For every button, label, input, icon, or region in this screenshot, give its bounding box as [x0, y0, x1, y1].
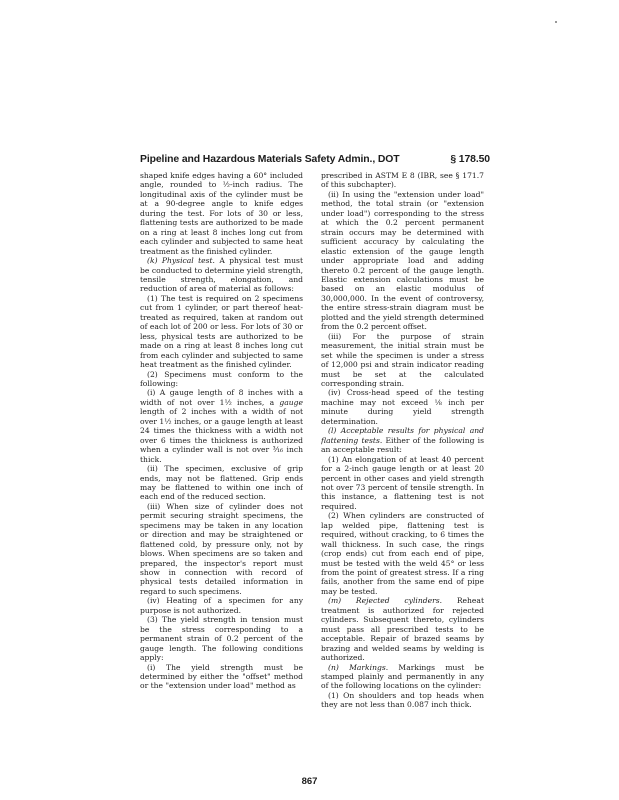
- paragraph: (1) On shoulders and top heads when they are not less than 0.087 inch thick.: [321, 690, 484, 710]
- paragraph-heading: (m) Rejected cylinders.: [328, 596, 443, 606]
- paragraph: (3) The yield strength in tension must be the stress corresponding to a permanent strain of 0.2 percent of the gauge length. The following conditions apply:: [140, 615, 303, 663]
- paragraph: (i) The yield strength must be determined by either the "offset" method or the "extension under load" method as: [140, 662, 303, 691]
- right-column: [321, 171, 484, 754]
- paragraph: (1) The test is required on 2 specimens cut from 1 cylinder, or part thereof heat-treated as required, taken at random out of each lot of 200 or less. For lots of 30 or less, physical tests are authorized to be made on a ring at least 8 inches long cut from each cylinder and subjected to same heat treatment as the finished cylinder.: [140, 293, 303, 370]
- paragraph: [321, 426, 484, 454]
- paragraph: [321, 596, 484, 662]
- paragraph: [321, 663, 484, 691]
- paragraph-text: A physical test must be conducted to determine yield strength, tensile strength, elongation, and reduction of area of material as follows:: [140, 256, 303, 294]
- paragraph: [140, 388, 303, 464]
- paragraph: (iii) When size of cylinder does not permit securing straight specimens, the specimens may be taken in any location or direction and may be straightened or flattened cold, by pressure only, not by blows. When specimens are so taken and prepared, the inspector's report must show in connection with record of physical tests detailed information in regard to such specimens.: [140, 501, 303, 596]
- header-title: Pipeline and Hazardous Materials Safety Admin., DOT: [140, 154, 400, 165]
- paragraph-text: length of 2 inches with a width of not over 1½ inches, or a gauge length at least 24 times the thickness with a width not over 6 times the thickness is authorized when a cylinder wall is not over ³⁄₁₆ inch thick.: [140, 407, 303, 464]
- paragraph-text: Reheat treatment is authorized for rejected cylinders. Subsequent thereto, cylinders must pass all prescribed tests to be acceptable. Repair of brazed seams by brazing and welded seams by welding is authorized.: [321, 596, 484, 663]
- paragraph: (iv) Heating of a specimen for any purpose is not authorized.: [140, 596, 303, 615]
- paragraph: (iii) For the purpose of strain measurement, the initial strain must be set while the specimen is under a stress of 12,000 psi and strain indicator reading must be set at the calculated corresponding strain.: [321, 331, 484, 388]
- paragraph-text: (i) A gauge length of 8 inches with a width of not over 1½ inches, a: [140, 388, 303, 407]
- paragraph: prescribed in ASTM E 8 (IBR, see § 171.7 of this subchapter).: [321, 171, 484, 190]
- paragraph-text: Markings must be stamped plainly and permanently in any of the following locations on the cylinder:: [321, 662, 484, 691]
- paragraph: (iv) Cross-head speed of the testing machine may not exceed ⅛ inch per minute during yield strength determination.: [321, 388, 484, 426]
- header-section-number: § 178.50: [450, 154, 490, 165]
- paragraph: (1) An elongation of at least 40 percent for a 2-inch gauge length or at least 20 percent in other cases and yield strength not over 73 percent of tensile strength. In this instance, a flattening test is not required.: [321, 454, 484, 511]
- paragraph-heading: (n) Markings.: [328, 662, 389, 672]
- page-number: 867: [301, 776, 318, 787]
- paragraph: (2) Specimens must conform to the following:: [140, 369, 303, 388]
- paragraph-heading: (k) Physical test.: [147, 256, 215, 266]
- paragraph: [140, 256, 303, 294]
- scan-speck: [555, 21, 557, 23]
- paragraph-term: gauge: [279, 397, 303, 407]
- paragraph: (ii) In using the "extension under load" method, the total strain (or "extension under load") corresponding to the stress at which the 0.2 percent permanent strain occurs may be determined with sufficient accuracy by calculating the elastic extension of the gauge length under appropriate load and adding thereto 0.2 percent of the gauge length. Elastic extension calculations must be based on an elastic modulus of 30,000,000. In the event of controversy, the entire stress-strain diagram must be plotted and the yield strength determined from the 0.2 percent offset.: [321, 189, 484, 332]
- paragraph: shaped knife edges having a 60° included angle, rounded to ½-inch radius. The longitudinal axis of the cylinder must be at a 90-degree angle to knife edges during the test. For lots of 30 or less, flattening tests are authorized to be made on a ring at least 8 inches long cut from each cylinder and subjected to same heat treatment as the finished cylinder.: [140, 171, 303, 256]
- left-column: [140, 171, 303, 764]
- paragraph: (ii) The specimen, exclusive of grip ends, may not be flattened. Grip ends may be flattened to within one inch of each end of the reduced section.: [140, 464, 303, 502]
- paragraph-heading: (l) Acceptable results for physical and flattening tests.: [321, 426, 484, 445]
- paragraph-text: Either of the following is an acceptable result:: [321, 435, 484, 455]
- paragraph: (2) When cylinders are constructed of lap welded pipe, flattening test is required, without cracking, to 6 times the wall thickness. In such case, the rings (crop ends) cut from each end of pipe, must be tested with the weld 45° or less from the point of greatest stress. If a ring fails, another from the same end of pipe may be tested.: [321, 511, 484, 596]
- running-header: [140, 154, 490, 170]
